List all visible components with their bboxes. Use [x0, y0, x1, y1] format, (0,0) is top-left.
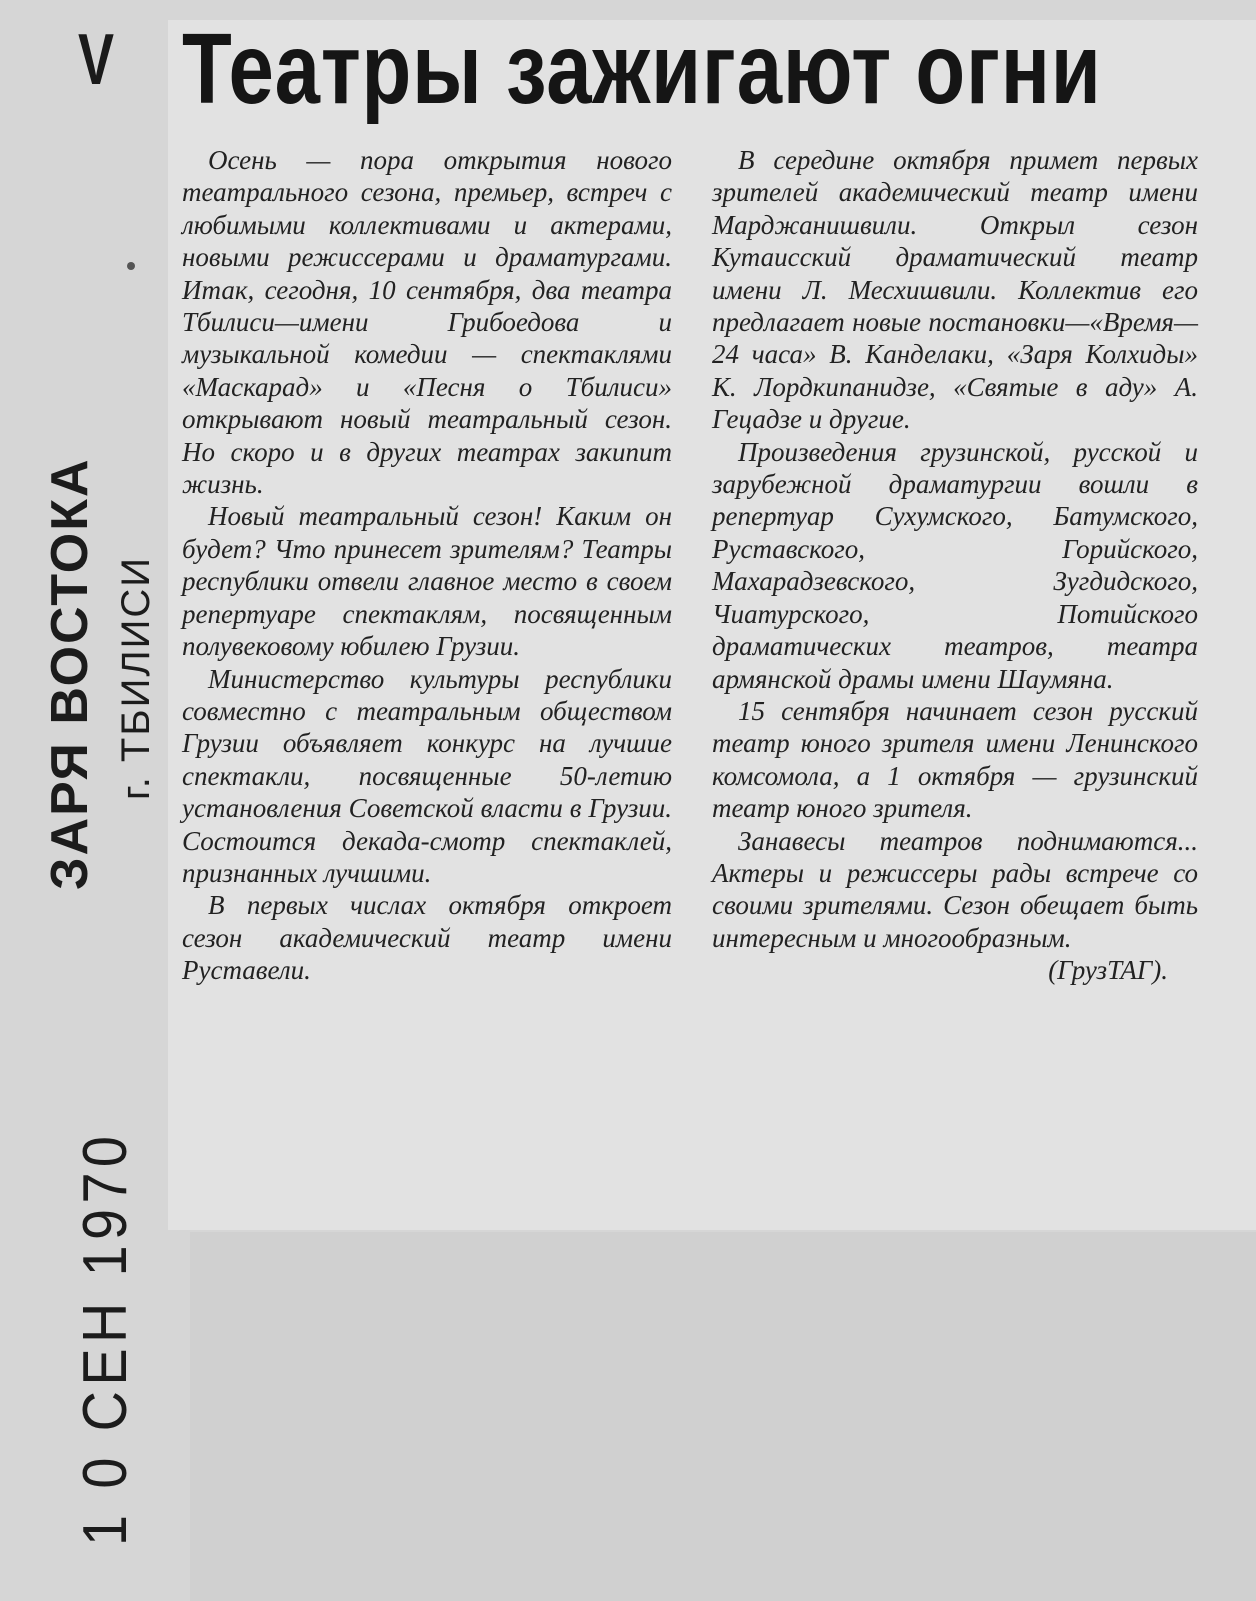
ink-dot	[127, 262, 135, 270]
stamp-date: 1 0 СЕН 1970	[71, 1130, 140, 1546]
headline: Театры зажигают огни	[182, 13, 1102, 125]
paragraph: Произведения грузинской, русской и зарубежной драматургии вошли в репертуар Сухумского, Батумского, Руставского, Горийского, Махарадзевского, Зугдидского, Чиатурского, Потийского драматических театров, театра армянской драмы имени Шаумяна.	[712, 436, 1198, 694]
paragraph: Министерство культуры республики совместно с театральным обществом Грузии объявляет конкурс на лучшие спектакли, посвященные 50-летию установления Советской власти в Грузии. Состоится декада-смотр спектаклей, признанных лучшими.	[182, 663, 672, 888]
paragraph: 15 сентября начинает сезон русский театр юного зрителя имени Ленинского комсомола, а 1 октября — грузинский театр юного зрителя.	[712, 695, 1198, 824]
paragraph: Занавесы театров поднимаются... Актеры и режиссеры рады встрече со своими зрителями. Сезон обещает быть интересным и многообразным.	[712, 825, 1198, 953]
paragraph: Новый театральный сезон! Каким он будет? Что принесет зрителям? Театры республики отвели главное место в своем репертуаре спектаклям, посвященным полувековому юбилею Грузии.	[182, 501, 672, 662]
paragraph: В первых числах октября откроет сезон академический театр имени Руставели.	[182, 890, 672, 986]
paragraph: Осень — пора открытия нового театрального сезона, премьер, встреч с любимыми коллективами и актерами, новыми режиссерами и драматургами. Итак, сегодня, 10 сентября, два театра Тбилиси—имени Грибоедова и музыкальной комедии — спектаклями «Маскарад» и «Песня о Тбилиси» открывают новый театральный сезон. Но скоро и в других театрах закипит жизнь.	[182, 145, 672, 500]
article-column-right	[712, 144, 1198, 987]
article-column-left	[182, 144, 672, 987]
news-agency-signature: (ГрузТАГ).	[1048, 955, 1168, 986]
blank-paper-area	[190, 1232, 1256, 1601]
stamp-newspaper-name: ЗАРЯ ВОСТОКА	[41, 457, 99, 890]
archive-mark: V	[78, 20, 115, 100]
stamp-city: г. ТБИЛИСИ	[114, 555, 158, 800]
paragraph: В середине октября примет первых зрителей академический театр имени Марджанишвили. Открыл сезон Кутаисский драматический театр имени Л. Месхишвили. Коллектив его предлагает новые постановки—«Время—24 часа» В. Канделаки, «Заря Колхиды» К. Лордкипанидзе, «Святые в аду» А. Гецадзе и другие.	[712, 145, 1198, 435]
